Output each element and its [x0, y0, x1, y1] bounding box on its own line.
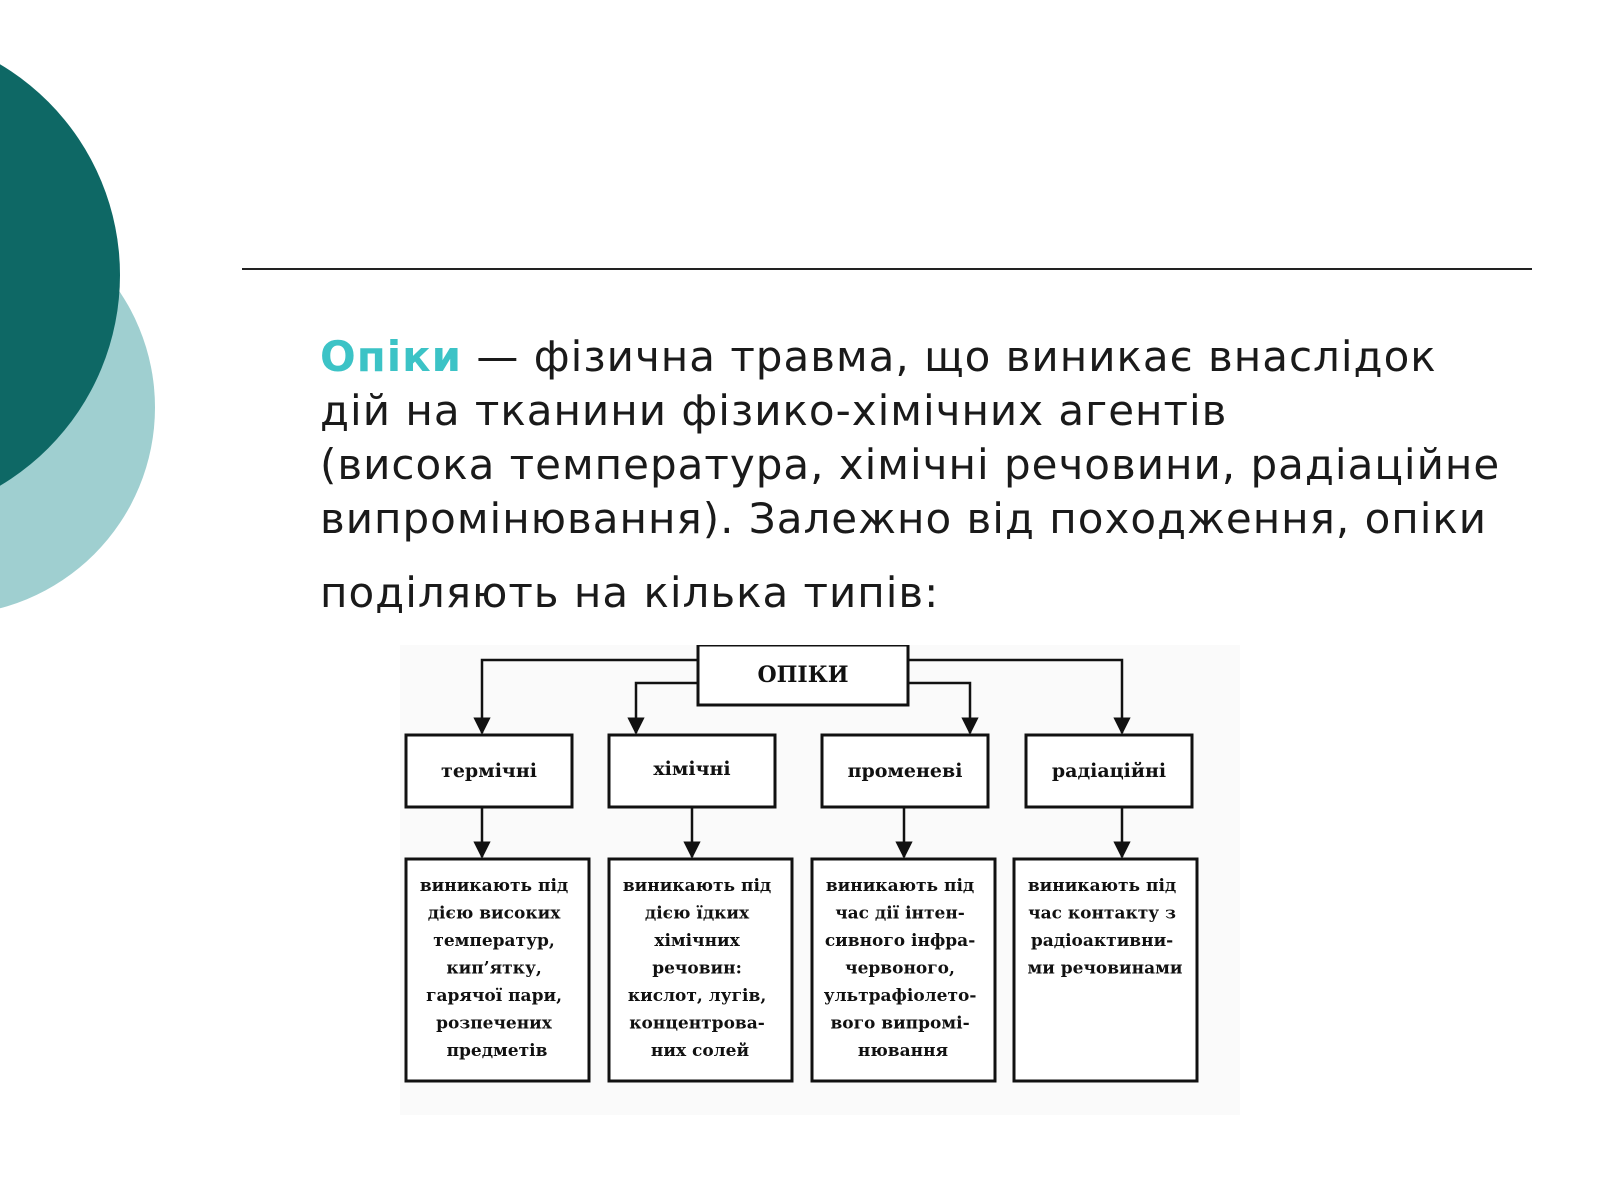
branch-label-radiation: радіаційні — [1051, 760, 1167, 782]
desc-radiant-line: ультрафіолето- — [823, 986, 977, 1006]
desc-radiant — [824, 876, 983, 1061]
desc-chemical-line: дією їдких — [644, 903, 750, 924]
burn-types-diagram — [400, 645, 1240, 1115]
branch-label-radiant: променеві — [847, 760, 963, 782]
definition-line-1 — [320, 330, 1550, 384]
desc-radiation-line: виникають під — [1027, 876, 1177, 896]
definition-term: Опіки — [320, 332, 463, 381]
desc-radiation-line: ми речовинами — [1027, 958, 1183, 979]
desc-thermal-line: предметів — [446, 1041, 548, 1061]
desc-radiant-line: нювання — [857, 1041, 949, 1061]
desc-chemical-line: виникають під — [622, 876, 772, 896]
definition-line-5: поділяють на кілька типів: — [320, 568, 940, 617]
definition-line-2: дій на тканини фізико-хімічних агентів — [320, 386, 1228, 435]
desc-thermal-line: дією високих — [427, 903, 561, 924]
desc-thermal-line: кип’ятку, — [446, 958, 542, 979]
connector-root-to-thermal — [482, 660, 698, 733]
desc-chemical-line: хімічних — [654, 931, 740, 951]
branch-label-thermal: термічні — [441, 760, 537, 782]
desc-radiation-line: час контакту з — [1028, 903, 1176, 924]
desc-radiant-line: вого випромі- — [830, 1013, 970, 1034]
branch-label-chemical: хімічні — [653, 758, 731, 780]
desc-chemical-line: них солей — [650, 1041, 750, 1061]
desc-thermal-line: виникають під — [419, 876, 569, 896]
connector-root-to-radiant — [908, 683, 970, 733]
definition-line-4: випромінювання). Залежно від походження, опіки — [320, 494, 1488, 543]
diagram-canvas — [400, 645, 1240, 1115]
root-label: ОПІКИ — [757, 662, 849, 688]
desc-thermal-line: температур, — [433, 931, 555, 951]
desc-chemical-line: речовин: — [652, 958, 742, 979]
desc-chemical-line: концентрова- — [629, 1013, 765, 1034]
desc-thermal-line: гарячої пари, — [426, 986, 562, 1006]
desc-radiant-line: сивного інфра- — [824, 931, 976, 951]
desc-radiant-line: виникають під — [825, 876, 975, 896]
desc-radiant-line: червоного, — [845, 958, 955, 979]
connector-root-to-chemical — [636, 683, 698, 733]
definition-text — [320, 330, 1550, 620]
definition-line-1-rest: — фізична травма, що виникає внаслідок — [462, 332, 1437, 381]
desc-thermal-line: розпечених — [436, 1013, 552, 1034]
definition-line-3: (висока температура, хімічні речовини, радіаційне — [320, 440, 1501, 489]
desc-chemical-line: кислот, лугів, — [627, 986, 767, 1006]
title-divider — [242, 268, 1532, 270]
desc-radiant-line: час дії інтен- — [835, 903, 965, 924]
desc-radiation-line: радіоактивни- — [1030, 931, 1174, 951]
connector-root-to-radiation — [908, 660, 1122, 733]
